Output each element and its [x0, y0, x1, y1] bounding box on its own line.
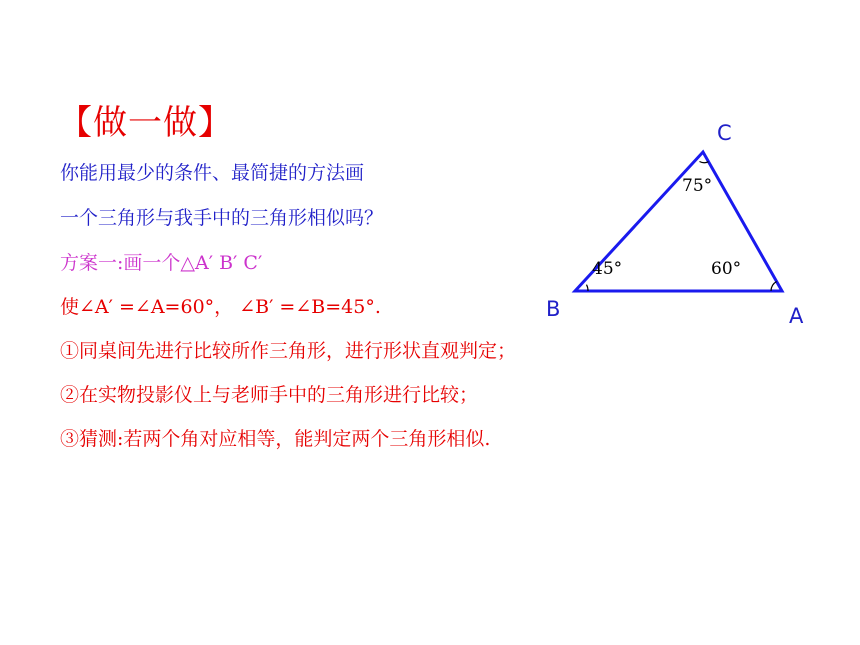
vertex-label-a: A [789, 304, 804, 328]
step-1: ①同桌间先进行比较所作三角形，进行形状直观判定； [60, 340, 517, 362]
angle-label-c: 75° [682, 176, 713, 196]
angle-label-a: 60° [711, 259, 742, 279]
angle-arc-c [700, 162, 709, 163]
triangle-outline [575, 152, 782, 291]
plan-condition: 使∠A′ =∠A=60°， ∠B′ =∠B=45°. [60, 296, 381, 318]
page-title: 【做一做】 [58, 103, 233, 143]
angle-arc-b [587, 285, 589, 291]
plan-heading: 方案一:画一个△A′ B′ C′ [60, 252, 263, 274]
angle-arc-a [771, 282, 777, 292]
vertex-label-b: B [546, 297, 561, 321]
question-line-1: 你能用最少的条件、最简捷的方法画 [60, 162, 365, 184]
question-line-2: 一个三角形与我手中的三角形相似吗？ [60, 207, 384, 229]
angle-label-b: 45° [592, 259, 623, 279]
step-3: ③猜测:若两个角对应相等，能判定两个三角形相似. [60, 428, 491, 450]
vertex-label-c: C [717, 121, 732, 145]
step-2: ②在实物投影仪上与老师手中的三角形进行比较； [60, 384, 479, 406]
